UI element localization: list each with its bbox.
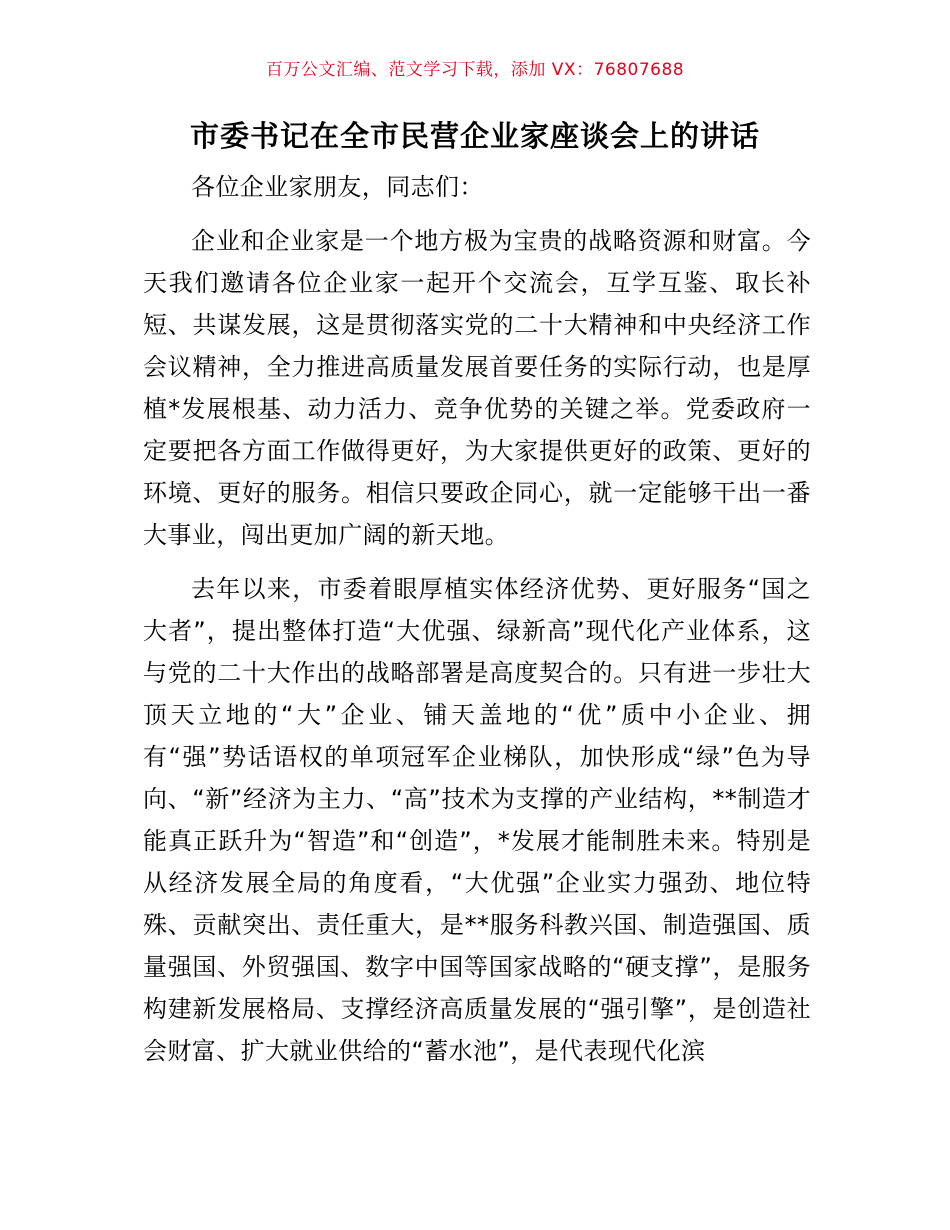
document-title: 市委书记在全市民营企业家座谈会上的讲话 <box>189 119 760 153</box>
document-body <box>143 166 811 1072</box>
watermark-header: 百万公文汇编、范文学习下载，添加 VX：76807688 <box>265 60 685 80</box>
paragraph-1: 企业和企业家是一个地方极为宝贵的战略资源和财富。今天我们邀请各位企业家一起开个交流会，互学互鉴、取长补短、共谋发展，这是贯彻落实党的二十大精神和中央经济工作会议精神，全力推进高质量发展首要任务的实际行动，也是厚植*发展根基、动力活力、竞争优势的关键之举。党委政府一定要把各方面工作做得更好，为大家提供更好的政策、更好的环境、更好的服务。相信只要政企同心，就一定能够干出一番大事业，闯出更加广阔的新天地。 <box>143 227 811 549</box>
paragraph-2: 去年以来，市委着眼厚植实体经济优势、更好服务“国之大者”，提出整体打造“大优强、绿新高”现代化产业体系，这与党的二十大作出的战略部署是高度契合的。只有进一步壮大顶天立地的“大”企业、铺天盖地的“优”质中小企业、拥有“强”势话语权的单项冠军企业梯队，加快形成“绿”色为导向、“新”经济为主力、“高”技术为支撑的产业结构，**制造才能真正跃升为“智造”和“创造”，*发展才能制胜未来。特别是从经济发展全局的角度看，“大优强”企业实力强劲、地位特殊、贡献突出、责任重大，是**服务科教兴国、制造强国、质量强国、外贸强国、数字中国等国家战略的“硬支撑”，是服务构建新发展格局、支撑经济高质量发展的“强引擎”，是创造社会财富、扩大就业供给的“蓄水池”，是代表现代化滨 <box>143 575 811 1065</box>
salutation: 各位企业家朋友，同志们： <box>191 173 484 201</box>
